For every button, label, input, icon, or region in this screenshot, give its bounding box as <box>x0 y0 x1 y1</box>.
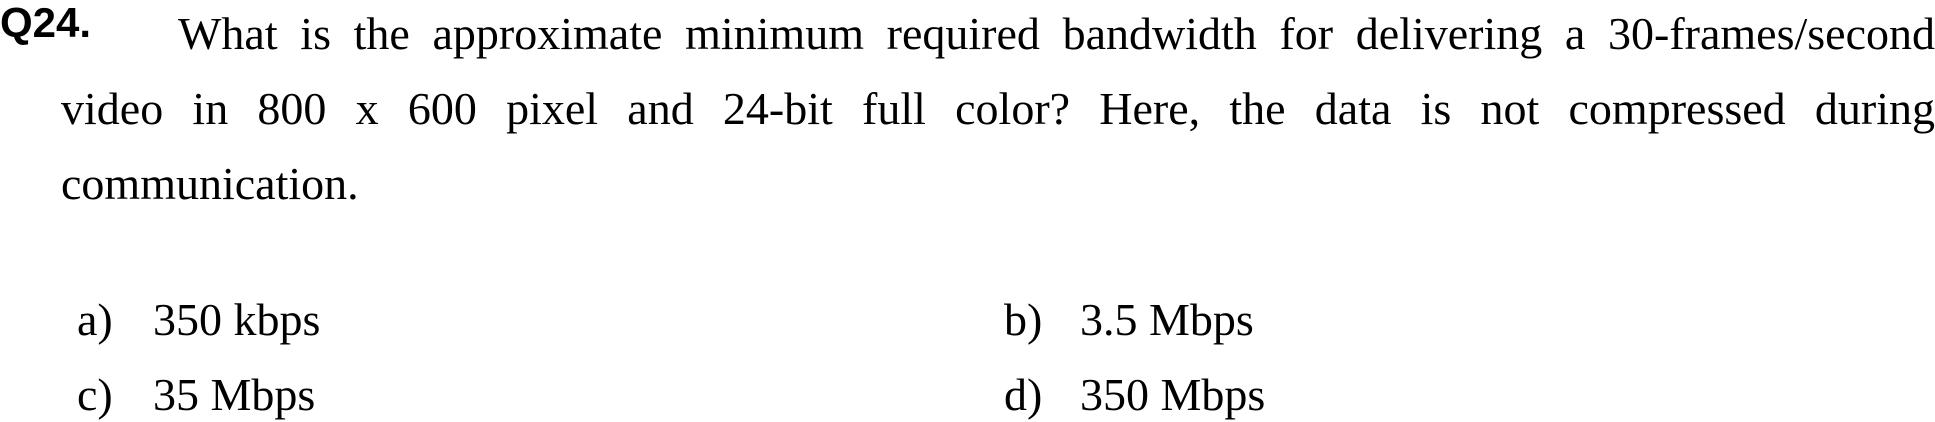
option-letter: b) <box>1004 294 1043 345</box>
option-d <box>1004 370 1265 420</box>
option-letter: a) <box>77 294 113 345</box>
option-text: 350 Mbps <box>1080 369 1266 420</box>
option-a <box>77 295 320 345</box>
option-text: 350 kbps <box>153 294 321 345</box>
option-b <box>1004 295 1254 345</box>
option-c <box>77 370 315 420</box>
option-text: 35 Mbps <box>153 369 316 420</box>
option-text: 3.5 Mbps <box>1080 294 1254 345</box>
option-letter: d) <box>1004 369 1043 420</box>
question-number: Q24. <box>0 0 92 46</box>
question-text: What is the approximate minimum required bandwidth for delivering a 30-frames/second video in 800 x 600 pixel and 24-bit full color? Here, the data is not compressed during communication. <box>61 8 1935 209</box>
option-letter: c) <box>77 369 113 420</box>
